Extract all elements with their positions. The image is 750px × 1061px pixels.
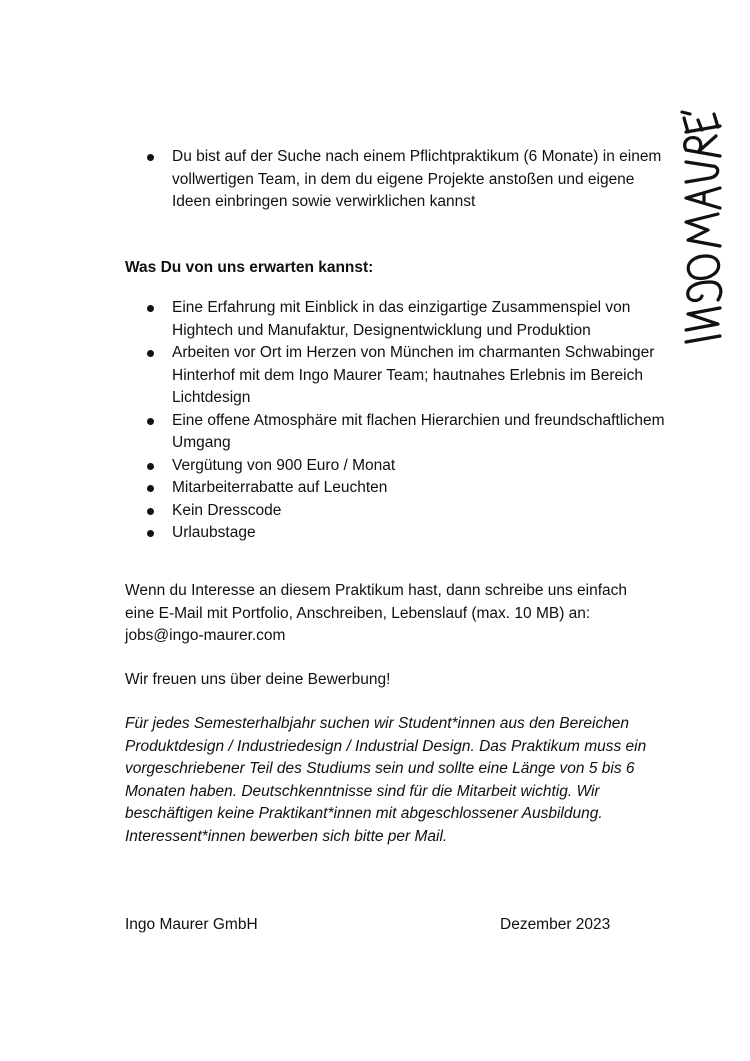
bullet-icon bbox=[147, 350, 154, 357]
bullet-text: Mitarbeiterrabatte auf Leuchten bbox=[172, 479, 388, 496]
bullet-icon bbox=[147, 530, 154, 537]
bullet-text: Arbeiten vor Ort im Herzen von München im charmanten Schwabinger Hinterhof mit dem Ingo Maurer Team; hautnahes Erlebnis im Bereich Lichtdesign bbox=[172, 344, 655, 406]
list-item bbox=[125, 410, 665, 455]
bullet-text: Eine Erfahrung mit Einblick in das einzigartige Zusammenspiel von Hightech und Manufaktur, Designentwicklung und Produktion bbox=[172, 299, 631, 339]
list-item bbox=[125, 342, 665, 410]
bullet-icon bbox=[147, 463, 154, 470]
bullet-icon bbox=[147, 154, 154, 161]
bullet-text: Eine offene Atmosphäre mit flachen Hierarchien und freundschaftlichem Umgang bbox=[172, 411, 665, 451]
bullet-text: Kein Dresscode bbox=[172, 501, 282, 519]
section-heading: Was Du von uns erwarten kannst: bbox=[125, 259, 374, 276]
bullet-text: Du bist auf der Suche nach einem Pflichtpraktikum (6 Monate) in einem vollwertigen Team, in dem du eigene Projekte anstoßen und eigene Ideen einbringen sowie verwirklichen kannst bbox=[172, 148, 662, 210]
list-item bbox=[125, 297, 665, 342]
list-item bbox=[125, 522, 665, 545]
offer-bullet-list bbox=[125, 297, 665, 545]
ingo-maurer-signature-logo bbox=[680, 110, 728, 350]
list-item bbox=[125, 477, 665, 500]
bullet-icon bbox=[147, 508, 154, 515]
bullet-text: Vergütung von 900 Euro / Monat bbox=[172, 456, 396, 474]
footer-company: Ingo Maurer GmbH bbox=[125, 916, 258, 933]
intro-bullet-list bbox=[125, 146, 665, 214]
internship-note: Für jedes Semesterhalbjahr suchen wir Student*innen aus den Bereichen Produktdesign / Industriedesign / Industrial Design. Das Praktikum muss ein vorgeschriebener Teil des Studiums sein und sollte eine Länge von 5 bis 6 Monaten haben. Deutschkenntnisse sind für die Mitarbeit wichtig. Wir beschäftigen keine Praktikant*innen mit abgeschlossener Ausbildung. Interessent*innen bewerben sich bitte per Mail. bbox=[125, 715, 647, 845]
list-item bbox=[125, 500, 665, 523]
bullet-icon bbox=[147, 418, 154, 425]
closing-line: Wir freuen uns über deine Bewerbung! bbox=[125, 671, 391, 688]
bullet-text: Urlaubstage bbox=[172, 524, 256, 541]
list-item bbox=[125, 146, 665, 214]
footer-date: Dezember 2023 bbox=[500, 916, 611, 933]
bullet-icon bbox=[147, 485, 154, 492]
list-item bbox=[125, 455, 665, 478]
bullet-icon bbox=[147, 305, 154, 312]
application-paragraph: Wenn du Interesse an diesem Praktikum hast, dann schreibe uns einfach eine E-Mail mit Portfolio, Anschreiben, Lebenslauf (max. 10 MB) an: jobs@ingo-maurer.com bbox=[125, 582, 628, 644]
